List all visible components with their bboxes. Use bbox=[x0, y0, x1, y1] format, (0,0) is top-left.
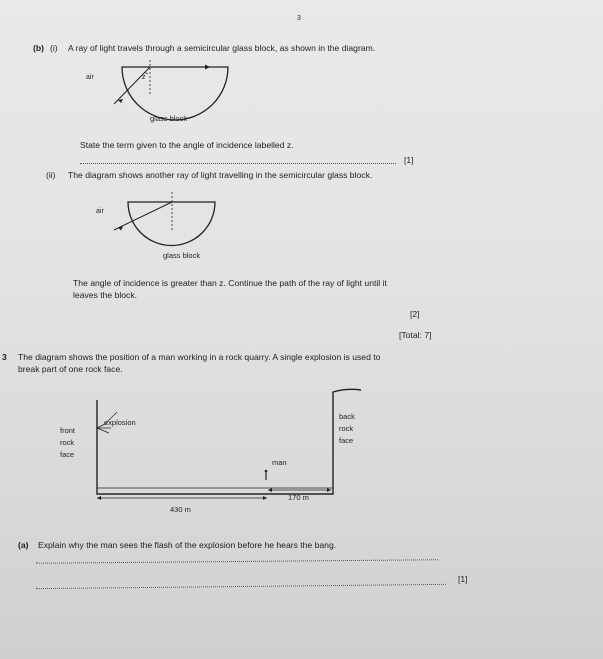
question-3-text-line1: The diagram shows the position of a man working in a rock quarry. A single explosion is used to bbox=[18, 352, 381, 362]
front-face-label-1: front bbox=[60, 426, 76, 435]
explosion-label: explosion bbox=[104, 418, 136, 427]
back-face-label-2: rock bbox=[339, 424, 354, 433]
semicircle-diagram-ii bbox=[110, 190, 230, 248]
marks-b-ii: [2] bbox=[410, 309, 420, 319]
glass-block-label-ii: glass block bbox=[163, 251, 201, 260]
question-3-number: 3 bbox=[2, 352, 7, 362]
part-a-label: (a) bbox=[18, 540, 29, 550]
semicircle-diagram-i bbox=[100, 60, 230, 120]
answer-line-3a-1[interactable] bbox=[36, 559, 438, 564]
air-label-i: air bbox=[86, 74, 94, 81]
front-face-label-3: face bbox=[60, 450, 75, 459]
air-label-ii: air bbox=[96, 208, 104, 215]
part-b-ii-text: The diagram shows another ray of light travelling in the semicircular glass block. bbox=[68, 170, 373, 180]
part-b-i-text: A ray of light travels through a semicircular glass block, as shown in the diagram. bbox=[68, 43, 376, 53]
question-3a: Explain why the man sees the flash of the explosion before he hears the bang. bbox=[38, 540, 337, 550]
part-b-i-label: (i) bbox=[50, 43, 58, 53]
question-b-ii-line1: The angle of incidence is greater than z. Continue the path of the ray of light until it bbox=[73, 278, 387, 288]
answer-line-b-i[interactable] bbox=[80, 163, 396, 164]
marks-3a: [1] bbox=[458, 574, 468, 584]
page-number: 3 bbox=[297, 15, 301, 22]
back-face-label-3: face bbox=[339, 436, 354, 445]
quarry-outline bbox=[97, 389, 361, 494]
back-face-label-1: back bbox=[339, 412, 355, 421]
quarry-diagram bbox=[85, 388, 365, 518]
distance-430-label: 430 m bbox=[170, 505, 191, 514]
glass-block-label-i: glass block bbox=[150, 114, 188, 123]
angle-z-label: z bbox=[142, 74, 146, 81]
marks-b-i: [1] bbox=[404, 155, 414, 165]
question-3-text-line2: break part of one rock face. bbox=[18, 364, 123, 374]
man-label: man bbox=[272, 458, 287, 467]
part-b-label: (b) bbox=[33, 43, 44, 53]
distance-170-label: 170 m bbox=[288, 493, 309, 502]
incident-ray-ii bbox=[114, 202, 172, 230]
answer-line-3a-2[interactable] bbox=[36, 584, 446, 589]
front-face-label-2: rock bbox=[60, 438, 75, 447]
ray-arrow-icon bbox=[205, 65, 210, 70]
question-b-i: State the term given to the angle of incidence labelled z. bbox=[80, 140, 294, 150]
ray-arrow-icon bbox=[118, 227, 123, 231]
question-b-ii-line2: leaves the block. bbox=[73, 290, 138, 300]
part-b-ii-label: (ii) bbox=[46, 170, 56, 180]
glass-block-ii bbox=[128, 202, 215, 246]
glass-block-i bbox=[122, 67, 228, 120]
man-head-icon bbox=[265, 470, 268, 473]
total-marks: [Total: 7] bbox=[399, 330, 432, 340]
